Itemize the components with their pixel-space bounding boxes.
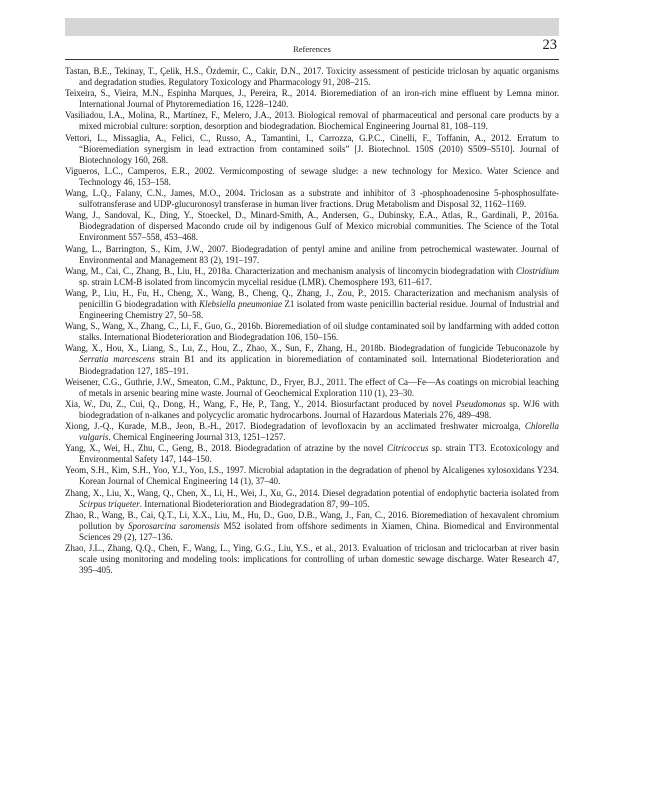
reference-text: Xiong, J.-Q., Kurade, M.B., Jeon, B.-H., 2017. Biodegradation of levofloxacin by an acclimated freshwater microalga, [65,421,525,431]
reference-entry [65,88,559,110]
reference-text: Zhang, X., Liu, X., Wang, Q., Chen, X., Li, H., Wei, J., Xu, G., 2014. Diesel degradation potential of endophytic bacteria isolated from [65,487,559,498]
running-title: References [293,44,331,54]
reference-entry [65,377,559,399]
reference-entry [65,110,559,132]
reference-text: Yeom, S.H., Kim, S.H., Yoo, Y.J., Yoo, I.S., 1997. Microbial adaptation in the degradation of phenol by Alcaligenes xylosoxidans Y234. Korean Journal of Chemical Engineering 14 (1), 37–40. [65,465,559,487]
reference-text: Vettori, L., Missaglia, A., Felici, C., Russo, A., Tamantini, I., Carrozza, G.P.C., Cinelli, F., Toffanin, A., 2012. Erratum to “Bioremediation synergism in lead extraction from contamined soils” [J. Biotechnol. 150S (2010) S509–S510]. Journal of Biotechnology 160, 268. [65,132,559,165]
reference-entry [65,244,559,266]
reference-text: Teixeira, S., Vieira, M.N., Espinha Marques, J., Pereira, R., 2014. Bioremediation of an iron-rich mine effluent by Lemna minor. International Journal of Phytoremediation 16, 1228–1240. [65,88,559,110]
reference-text: Wang, M., Cai, C., Zhang, B., Liu, H., 2018a. Characterization and mechanism analysis of lincomycin biodegradation with [65,265,516,276]
reference-text: strain B1 and its application in bioremediation of contaminated soil. International Biodeterioration and Biodegradation 127, 185–191. [79,354,560,376]
reference-text: Vigueros, L.C., Camperos, E.R., 2002. Vermicomposting of sewage sludge: a new technology for Mexico. Water Science and Technology 46, 153–158. [65,165,559,187]
species-name: Klebsiella pneumoniae [199,298,282,309]
reference-entry [65,510,559,543]
reference-list [65,66,559,576]
reference-entry [65,343,559,376]
reference-entry [65,488,559,510]
reference-entry [65,133,559,166]
reference-text: Zhao, R., Wang, B., Cai, Q.T., Li, X.X., Liu, M., Hu, D., Guo, D.B., Wang, J., Fan, C., 2016. Bioremediation of hexavalent chromium pollution by [65,509,559,531]
species-name: Citricoccus [386,443,429,454]
reference-entry [65,421,559,443]
reference-text: Wang, J., Sandoval, K., Ding, Y., Stoeckel, D., Minard-Smith, A., Andersen, G., Dubinsky, E.A., Atlas, R., Gardinali, P., 2016a. Biodegradation of dispersed Macondo crude oil by indigenous Gulf of Mexico microbial communities. The Science of the Total Environment 557–558, 453–468. [65,210,559,243]
reference-entry [65,399,559,421]
reference-text: Weisener, C.G., Guthrie, J.W., Smeaton, C.M., Paktunc, D., Fryer, B.J., 2011. The effect of Ca—Fe—As coatings on microbial leaching of metals in arsenic bearing mine waste. Journal of Geochemical Exploration 110 (1), 23–30. [65,376,559,398]
species-name: Clostridium [515,265,559,276]
reference-entry [65,443,559,465]
reference-text: Vasiliadou, I.A., Molina, R., Martínez, F., Melero, J.A., 2013. Biological removal of pharmaceutical and personal care products by a mixed microbial culture: sorption, desorption and biodegradation. Biochemical Engineering Journal 81, 108–119. [65,110,559,132]
species-name: Pseudomonas [455,398,506,409]
reference-text: Wang, X., Hou, X., Liang, S., Lu, Z., Hou, Z., Zhao, X., Sun, F., Zhang, H., 2018b. Biodegradation of fungicide Tebuconazole by [65,343,559,354]
reference-text: . Chemical Engineering Journal 313, 1251–1257. [108,432,286,443]
species-name: Serratia marcescens [79,354,155,365]
reference-entry [65,288,559,321]
species-name: Scirpus triqueter [79,498,140,509]
species-name: Sporosarcina saromensis [128,520,220,531]
reference-entry [65,166,559,188]
reference-text: sp. strain LCM-B isolated from lincomycin mycelial residue (LMR). Chemosphere 193, 611–617. [79,276,432,287]
reference-entry [65,66,559,88]
reference-text: Wang, S., Wang, X., Zhang, C., Li, F., Guo, G., 2016b. Bioremediation of oil sludge contaminated soil by landfarming with added cotton stalks. International Biodeterioration and Biodegradation 106, 150–156. [65,321,559,343]
reference-entry [65,543,559,576]
reference-text: Yang, X., Wei, H., Zhu, C., Geng, B., 2018. Biodegradation of atrazine by the novel [65,443,387,454]
header-rule [65,59,559,60]
reference-entry [65,266,559,288]
reference-text: Xia, W., Du, Z., Cui, Q., Dong, H., Wang, F., He, P., Tang, Y., 2014. Biosurfactant produced by novel [65,398,456,409]
reference-entry [65,321,559,343]
reference-text: . International Biodeterioration and Biodegradation 87, 99–105. [139,498,370,509]
header-band [65,18,559,36]
species-name: Chlorella vulgaris [79,421,559,443]
running-header [65,36,559,58]
reference-text: sp. strain TT3. Ecotoxicology and Environmental Safety 147, 144–150. [79,443,559,465]
page-number: 23 [542,37,557,53]
reference-text: M52 isolated from offshore sediments in Xiamen, China. Biomedical and Environmental Sciences 29 (2), 127–136. [79,520,559,542]
reference-text: Z1 isolated from waste penicillin bacterial residue. Journal of Industrial and Engineering Chemistry 27, 50–58. [79,298,559,321]
reference-entry [65,465,559,487]
reference-text: Wang, L., Barrington, S., Kim, J.W., 2007. Biodegradation of pentyl amine and aniline from petrochemical wastewater. Journal of Environmental and Management 83 (2), 191–197. [65,243,559,265]
reference-entry [65,210,559,243]
reference-text: Tastan, B.E., Tekinay, T., Çelik, H.S., Özdemir, C., Cakir, D.N., 2017. Toxicity assessment of pesticide triclosan by aquatic organisms and degradation studies. Regulatory Toxicology and Pharmacology 91, 208–215. [65,66,559,88]
reference-entry [65,188,559,210]
reference-text: sp. WJ6 with biodegradation of n-alkanes and polycyclic aromatic hydrocarbons. Journal of Hazardous Materials 276, 489–498. [79,398,559,420]
reference-text: Wang, L.Q., Falany, C.N., James, M.O., 2004. Triclosan as a substrate and inhibitor of 3 -phosphoadenosine 5-phosphosulfate-sulfotransferase and UDP-glucuronosyl transferase in human liver fractions. Drug Metabolism and Disposal 32, 1162–1169. [65,188,559,210]
reference-text: Wang, P., Liu, H., Fu, H., Cheng, X., Wang, B., Cheng, Q., Zhang, J., Zou, P., 2015. Characterization and mechanism analysis of penicillin G biodegradation with [65,287,559,309]
reference-text: Zhao, J.L., Zhang, Q.Q., Chen, F., Wang, L., Ying, G.G., Liu, Y.S., et al., 2013. Evaluation of triclosan and triclocarban at river basin scale using monitoring and modeling tools: implications for controlling of urban domestic sewage discharge. Water Research 47, 395–405. [65,543,559,576]
